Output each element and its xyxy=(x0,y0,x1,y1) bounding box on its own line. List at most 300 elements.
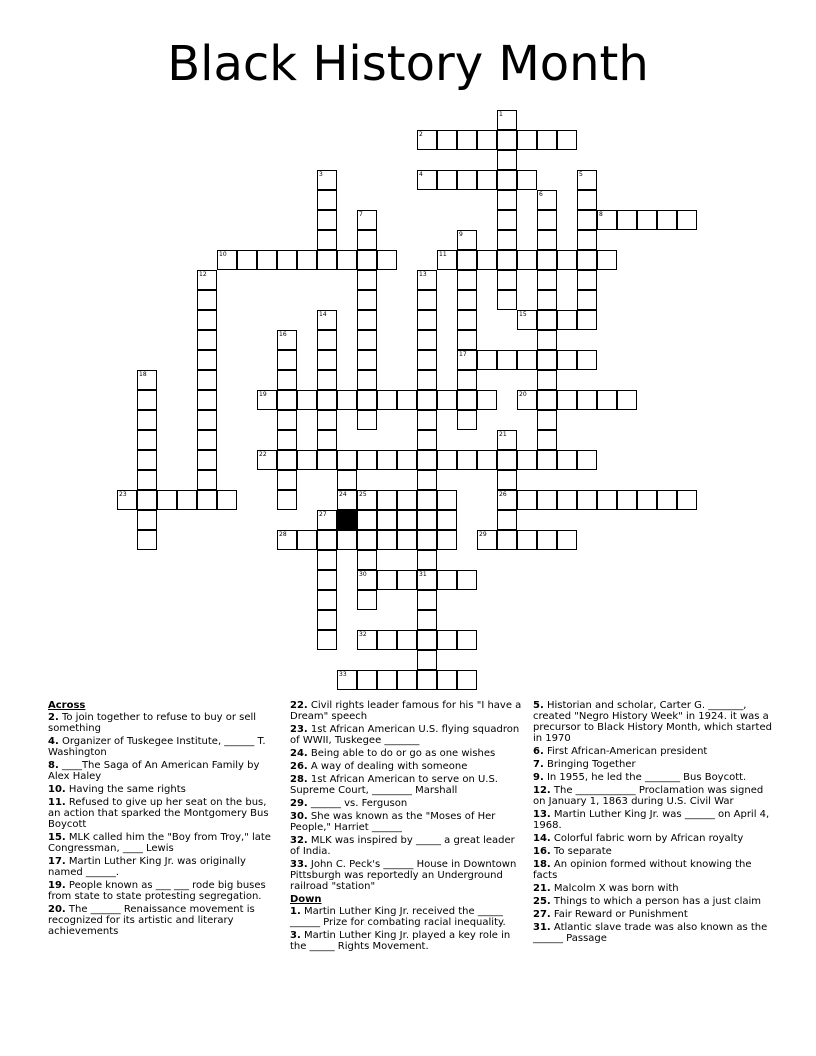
grid-cell[interactable] xyxy=(417,410,437,430)
grid-cell[interactable] xyxy=(397,570,417,590)
clue-item-number: 4. xyxy=(48,736,59,747)
grid-cell[interactable] xyxy=(417,470,437,490)
grid-cell[interactable] xyxy=(357,530,377,550)
grid-cell[interactable] xyxy=(497,350,517,370)
grid-cell[interactable] xyxy=(557,250,577,270)
grid-cell[interactable] xyxy=(497,230,517,250)
grid-cell[interactable] xyxy=(517,310,537,330)
grid-cell[interactable] xyxy=(517,490,537,510)
clue-item-number: 18. xyxy=(533,859,551,870)
clue-number: 3 xyxy=(319,171,323,178)
grid-cell[interactable] xyxy=(337,670,357,690)
clue-item-number: 13. xyxy=(533,809,551,820)
grid-cell[interactable] xyxy=(657,210,677,230)
grid-cell[interactable] xyxy=(497,490,517,510)
grid-cell[interactable] xyxy=(317,530,337,550)
clue-item-number: 30. xyxy=(290,811,308,822)
grid-cell[interactable] xyxy=(337,250,357,270)
grid-cell[interactable] xyxy=(577,290,597,310)
grid-cell[interactable] xyxy=(417,650,437,670)
grid-cell[interactable] xyxy=(417,490,437,510)
clue-item xyxy=(290,906,522,928)
grid-cell[interactable] xyxy=(357,330,377,350)
grid-cell[interactable] xyxy=(337,390,357,410)
grid-cell[interactable] xyxy=(557,310,577,330)
grid-cell[interactable] xyxy=(277,330,297,350)
grid-cell[interactable] xyxy=(417,170,437,190)
grid-cell[interactable] xyxy=(357,450,377,470)
grid-cell[interactable] xyxy=(197,290,217,310)
grid-cell[interactable] xyxy=(537,530,557,550)
grid-cell[interactable] xyxy=(317,390,337,410)
clue-item-number: 3. xyxy=(290,930,301,941)
grid-cell[interactable] xyxy=(417,510,437,530)
grid-cell[interactable] xyxy=(197,450,217,470)
clue-number: 16 xyxy=(279,331,287,338)
clue-item-text: Civil rights leader famous for his "I have a Dream" speech xyxy=(290,700,522,722)
grid-cell[interactable] xyxy=(577,230,597,250)
grid-cell[interactable] xyxy=(157,490,177,510)
grid-cell[interactable] xyxy=(597,210,617,230)
grid-cell[interactable] xyxy=(137,510,157,530)
grid-cell[interactable] xyxy=(277,470,297,490)
grid-cell[interactable] xyxy=(277,530,297,550)
grid-cell[interactable] xyxy=(357,210,377,230)
grid-cell[interactable] xyxy=(537,410,557,430)
grid-cell[interactable] xyxy=(317,170,337,190)
puzzle-title: Black History Month xyxy=(167,36,649,92)
grid-cell[interactable] xyxy=(497,290,517,310)
clue-item-text: Colorful fabric worn by African royalty xyxy=(553,833,744,844)
grid-cell[interactable] xyxy=(197,490,217,510)
grid-cell[interactable] xyxy=(537,230,557,250)
grid-cell[interactable] xyxy=(277,390,297,410)
grid-cell[interactable] xyxy=(137,450,157,470)
grid-cell[interactable] xyxy=(257,250,277,270)
grid-cell[interactable] xyxy=(297,530,317,550)
grid-cell[interactable] xyxy=(337,530,357,550)
grid-cell[interactable] xyxy=(497,150,517,170)
clue-item xyxy=(48,712,278,734)
grid-cell[interactable] xyxy=(397,450,417,470)
grid-cell[interactable] xyxy=(317,190,337,210)
grid-cell[interactable] xyxy=(457,630,477,650)
grid-cell[interactable] xyxy=(417,450,437,470)
grid-cell[interactable] xyxy=(677,210,697,230)
clue-number: 7 xyxy=(359,211,363,218)
grid-cell[interactable] xyxy=(577,390,597,410)
grid-cell[interactable] xyxy=(317,350,337,370)
grid-cell[interactable] xyxy=(277,450,297,470)
grid-cell[interactable] xyxy=(257,450,277,470)
clue-item xyxy=(533,785,773,807)
grid-cell[interactable] xyxy=(357,230,377,250)
grid-cell[interactable] xyxy=(377,670,397,690)
grid-cell[interactable] xyxy=(577,450,597,470)
grid-cell[interactable] xyxy=(497,530,517,550)
grid-cell[interactable] xyxy=(517,170,537,190)
grid-cell[interactable] xyxy=(497,210,517,230)
grid-cell[interactable] xyxy=(297,250,317,270)
grid-cell[interactable] xyxy=(377,510,397,530)
grid-cell[interactable] xyxy=(637,210,657,230)
grid-cell[interactable] xyxy=(177,490,197,510)
grid-cell[interactable] xyxy=(397,670,417,690)
clue-item-number: 31. xyxy=(533,922,551,933)
grid-cell[interactable] xyxy=(437,570,457,590)
clue-item-text: In 1955, he led the _______ Bus Boycott. xyxy=(546,772,747,783)
grid-cell[interactable] xyxy=(137,530,157,550)
clue-item-text: Martin Luther King Jr. was ______ on April 4, 1968. xyxy=(533,809,770,831)
grid-cell[interactable] xyxy=(197,370,217,390)
grid-cell[interactable] xyxy=(617,390,637,410)
grid-cell[interactable] xyxy=(477,130,497,150)
grid-cell[interactable] xyxy=(277,410,297,430)
grid-cell[interactable] xyxy=(557,130,577,150)
grid-cell[interactable] xyxy=(317,310,337,330)
grid-cell[interactable] xyxy=(577,270,597,290)
clue-number: 9 xyxy=(459,231,463,238)
grid-cell[interactable] xyxy=(557,350,577,370)
grid-cell[interactable] xyxy=(317,450,337,470)
grid-cell[interactable] xyxy=(357,590,377,610)
grid-cell[interactable] xyxy=(537,190,557,210)
grid-cell[interactable] xyxy=(117,490,137,510)
clue-item-number: 28. xyxy=(290,774,308,785)
grid-cell[interactable] xyxy=(437,490,457,510)
grid-cell[interactable] xyxy=(197,330,217,350)
grid-cell[interactable] xyxy=(197,270,217,290)
grid-cell[interactable] xyxy=(377,570,397,590)
grid-cell[interactable] xyxy=(477,250,497,270)
grid-cell[interactable] xyxy=(457,330,477,350)
clue-item-number: 25. xyxy=(533,896,551,907)
clue-item xyxy=(48,904,278,937)
grid-cell[interactable] xyxy=(137,470,157,490)
grid-cell[interactable] xyxy=(537,290,557,310)
grid-cell[interactable] xyxy=(297,390,317,410)
grid-cell[interactable] xyxy=(497,190,517,210)
grid-cell[interactable] xyxy=(437,670,457,690)
grid-cell[interactable] xyxy=(417,370,437,390)
grid-cell[interactable] xyxy=(257,390,277,410)
clue-item-text: MLK called him the "Boy from Troy," late Congressman, ____ Lewis xyxy=(48,832,271,854)
clue-item xyxy=(48,832,278,854)
grid-cell[interactable] xyxy=(137,410,157,430)
grid-cell[interactable] xyxy=(317,370,337,390)
grid-cell[interactable] xyxy=(317,330,337,350)
grid-cell[interactable] xyxy=(137,370,157,390)
grid-cell[interactable] xyxy=(377,530,397,550)
grid-cell[interactable] xyxy=(417,570,437,590)
grid-cell[interactable] xyxy=(357,370,377,390)
grid-cell[interactable] xyxy=(457,370,477,390)
grid-cell[interactable] xyxy=(537,310,557,330)
grid-cell[interactable] xyxy=(277,350,297,370)
grid-cell[interactable] xyxy=(617,490,637,510)
grid-cell[interactable] xyxy=(417,290,437,310)
grid-cell[interactable] xyxy=(337,490,357,510)
clue-item-number: 22. xyxy=(290,700,308,711)
across-header: Across xyxy=(48,700,86,711)
clue-item xyxy=(533,859,773,881)
grid-cell[interactable] xyxy=(437,530,457,550)
grid-cell[interactable] xyxy=(217,490,237,510)
grid-cell[interactable] xyxy=(577,170,597,190)
clue-item xyxy=(290,724,522,746)
grid-cell[interactable] xyxy=(457,350,477,370)
grid-cell[interactable] xyxy=(497,250,517,270)
grid-cell[interactable] xyxy=(597,250,617,270)
grid-cell[interactable] xyxy=(377,450,397,470)
clue-number: 22 xyxy=(259,451,267,458)
grid-cell[interactable] xyxy=(517,450,537,470)
grid-cell[interactable] xyxy=(577,210,597,230)
grid-cell[interactable] xyxy=(417,390,437,410)
grid-cell[interactable] xyxy=(537,130,557,150)
grid-cell[interactable] xyxy=(297,450,317,470)
grid-cell[interactable] xyxy=(477,390,497,410)
grid-cell[interactable] xyxy=(317,410,337,430)
grid-cell[interactable] xyxy=(537,270,557,290)
grid-cell[interactable] xyxy=(557,530,577,550)
grid-cell[interactable] xyxy=(197,430,217,450)
clue-item-text: Martin Luther King Jr. was originally named ______. xyxy=(48,856,246,878)
grid-cell[interactable] xyxy=(557,390,577,410)
grid-cell[interactable] xyxy=(497,450,517,470)
grid-cell[interactable] xyxy=(417,330,437,350)
grid-cell[interactable] xyxy=(357,350,377,370)
grid-cell[interactable] xyxy=(517,130,537,150)
grid-cell[interactable] xyxy=(377,490,397,510)
grid-cell[interactable] xyxy=(137,430,157,450)
grid-cell[interactable] xyxy=(357,290,377,310)
grid-cell[interactable] xyxy=(657,490,677,510)
grid-cell[interactable] xyxy=(537,210,557,230)
grid-cell[interactable] xyxy=(377,390,397,410)
grid-cell[interactable] xyxy=(457,410,477,430)
clue-number: 2 xyxy=(419,131,423,138)
grid-cell[interactable] xyxy=(397,630,417,650)
grid-cell[interactable] xyxy=(497,470,517,490)
grid-cell[interactable] xyxy=(437,130,457,150)
grid-cell[interactable] xyxy=(377,250,397,270)
grid-cell[interactable] xyxy=(397,510,417,530)
clue-number: 30 xyxy=(359,571,367,578)
clue-item-text: The ____________ Proclamation was signed on January 1, 1863 during U.S. Civil War xyxy=(533,785,764,807)
grid-cell[interactable] xyxy=(337,450,357,470)
grid-cell[interactable] xyxy=(337,470,357,490)
grid-cell[interactable] xyxy=(397,530,417,550)
grid-cell[interactable] xyxy=(457,290,477,310)
grid-cell[interactable] xyxy=(517,530,537,550)
grid-cell[interactable] xyxy=(397,490,417,510)
clue-item-text: Martin Luther King Jr. received the _____ ______ Prize for combating racial inequality. xyxy=(290,906,506,928)
grid-cell[interactable] xyxy=(317,210,337,230)
grid-cell[interactable] xyxy=(577,490,597,510)
grid-cell[interactable] xyxy=(417,350,437,370)
clue-item-text: Martin Luther King Jr. played a key role in the _____ Rights Movement. xyxy=(290,930,511,952)
grid-cell[interactable] xyxy=(417,610,437,630)
grid-cell[interactable] xyxy=(497,430,517,450)
clue-item xyxy=(533,846,773,857)
clue-item-number: 9. xyxy=(533,772,544,783)
grid-cell[interactable] xyxy=(537,430,557,450)
clue-item xyxy=(48,797,278,830)
clue-item xyxy=(290,835,522,857)
grid-cell[interactable] xyxy=(437,250,457,270)
clue-item-text: MLK was inspired by _____ a great leader of India. xyxy=(290,835,515,857)
grid-cell[interactable] xyxy=(357,630,377,650)
grid-cell[interactable] xyxy=(377,630,397,650)
grid-cell[interactable] xyxy=(457,270,477,290)
grid-cell[interactable] xyxy=(317,550,337,570)
clue-item xyxy=(290,700,522,722)
grid-cell[interactable] xyxy=(197,310,217,330)
grid-cell[interactable] xyxy=(437,630,457,650)
grid-cell[interactable] xyxy=(537,330,557,350)
grid-cell[interactable] xyxy=(457,170,477,190)
grid-cell[interactable] xyxy=(277,490,297,510)
grid-cell[interactable] xyxy=(597,490,617,510)
grid-cell[interactable] xyxy=(357,570,377,590)
grid-cell[interactable] xyxy=(537,250,557,270)
grid-cell[interactable] xyxy=(457,310,477,330)
grid-cell[interactable] xyxy=(537,450,557,470)
clue-item-text: Things to which a person has a just claim xyxy=(553,896,762,907)
grid-cell[interactable] xyxy=(577,310,597,330)
clue-number: 32 xyxy=(359,631,367,638)
grid-cell[interactable] xyxy=(437,450,457,470)
clue-item-text: An opinion formed without knowing the facts xyxy=(533,859,752,881)
grid-cell[interactable] xyxy=(517,390,537,410)
grid-cell[interactable] xyxy=(417,270,437,290)
clue-item-text: Historian and scholar, Carter G. _______, created "Negro History Week" in 1924. it was a precursor to Black History Month, which started in 1970 xyxy=(533,700,772,744)
grid-cell[interactable] xyxy=(317,230,337,250)
grid-cell[interactable] xyxy=(357,270,377,290)
grid-cell[interactable] xyxy=(197,410,217,430)
grid-cell[interactable] xyxy=(437,390,457,410)
grid-cell[interactable] xyxy=(357,390,377,410)
grid-cell[interactable] xyxy=(417,310,437,330)
across-clue-list-2 xyxy=(290,700,522,892)
grid-cell[interactable] xyxy=(477,350,497,370)
grid-cell[interactable] xyxy=(577,350,597,370)
grid-cell[interactable] xyxy=(457,230,477,250)
grid-cell[interactable] xyxy=(197,350,217,370)
clue-item-text: Being able to do or go as one wishes xyxy=(310,748,496,759)
grid-cell[interactable] xyxy=(357,490,377,510)
grid-cell[interactable] xyxy=(217,250,237,270)
grid-cell[interactable] xyxy=(357,250,377,270)
grid-cell[interactable] xyxy=(497,510,517,530)
clue-number: 27 xyxy=(319,511,327,518)
grid-cell[interactable] xyxy=(417,630,437,650)
grid-cell[interactable] xyxy=(477,170,497,190)
clue-item xyxy=(533,809,773,831)
grid-cell[interactable] xyxy=(357,550,377,570)
grid-cell[interactable] xyxy=(597,390,617,410)
grid-cell[interactable] xyxy=(137,390,157,410)
clue-number: 5 xyxy=(579,171,583,178)
clue-item-text: John C. Peck's ______ House in Downtown Pittsburgh was reportedly an Underground railroad "station" xyxy=(290,859,517,892)
grid-cell[interactable] xyxy=(417,130,437,150)
grid-cell[interactable] xyxy=(477,530,497,550)
grid-cell[interactable] xyxy=(437,510,457,530)
clue-item-text: 1st African American to serve on U.S. Supreme Court, ________ Marshall xyxy=(290,774,498,796)
grid-cell[interactable] xyxy=(577,190,597,210)
grid-cell[interactable] xyxy=(417,430,437,450)
clue-item-text: The ______ Renaissance movement is recognized for its artistic and literary achievements xyxy=(48,904,255,937)
grid-cell[interactable] xyxy=(537,490,557,510)
grid-cell[interactable] xyxy=(457,130,477,150)
grid-cell[interactable] xyxy=(317,590,337,610)
clue-item-number: 5. xyxy=(533,700,544,711)
grid-cell[interactable] xyxy=(677,490,697,510)
grid-cell[interactable] xyxy=(517,250,537,270)
grid-cell[interactable] xyxy=(357,670,377,690)
grid-cell[interactable] xyxy=(277,250,297,270)
grid-cell[interactable] xyxy=(537,370,557,390)
grid-cell[interactable] xyxy=(277,370,297,390)
grid-cell[interactable] xyxy=(437,170,457,190)
grid-cell[interactable] xyxy=(317,510,337,530)
grid-cell[interactable] xyxy=(317,610,337,630)
grid-cell[interactable] xyxy=(317,250,337,270)
grid-cell[interactable] xyxy=(317,570,337,590)
grid-cell[interactable] xyxy=(517,350,537,370)
grid-cell[interactable] xyxy=(577,250,597,270)
grid-cell[interactable] xyxy=(637,490,657,510)
grid-cell[interactable] xyxy=(537,390,557,410)
grid-cell[interactable] xyxy=(197,470,217,490)
clue-item-number: 32. xyxy=(290,835,308,846)
grid-cell[interactable] xyxy=(457,670,477,690)
clues-column-2 xyxy=(290,700,522,954)
grid-cell[interactable] xyxy=(237,250,257,270)
grid-cell[interactable] xyxy=(557,490,577,510)
grid-cell[interactable] xyxy=(477,450,497,470)
grid-cell[interactable] xyxy=(357,410,377,430)
grid-cell[interactable] xyxy=(497,170,517,190)
clue-item xyxy=(533,922,773,944)
grid-cell[interactable] xyxy=(617,210,637,230)
grid-cell[interactable] xyxy=(417,590,437,610)
grid-cell[interactable] xyxy=(397,390,417,410)
grid-cell[interactable] xyxy=(277,430,297,450)
grid-cell[interactable] xyxy=(537,350,557,370)
grid-cell[interactable] xyxy=(557,450,577,470)
grid-cell[interactable] xyxy=(457,390,477,410)
grid-cell[interactable] xyxy=(457,450,477,470)
grid-cell[interactable] xyxy=(417,550,437,570)
clue-item-text: She was known as the "Moses of Her People," Harriet ______ xyxy=(290,811,496,833)
grid-cell[interactable] xyxy=(357,310,377,330)
grid-cell[interactable] xyxy=(317,630,337,650)
grid-cell[interactable] xyxy=(457,570,477,590)
grid-cell[interactable] xyxy=(317,430,337,450)
grid-cell[interactable] xyxy=(417,530,437,550)
grid-cell[interactable] xyxy=(197,390,217,410)
grid-cell[interactable] xyxy=(457,250,477,270)
clue-number: 20 xyxy=(519,391,527,398)
grid-cell[interactable] xyxy=(357,510,377,530)
grid-cell[interactable] xyxy=(417,670,437,690)
grid-cell[interactable] xyxy=(137,490,157,510)
grid-cell[interactable] xyxy=(497,110,517,130)
grid-cell[interactable] xyxy=(497,130,517,150)
grid-cell[interactable] xyxy=(497,270,517,290)
